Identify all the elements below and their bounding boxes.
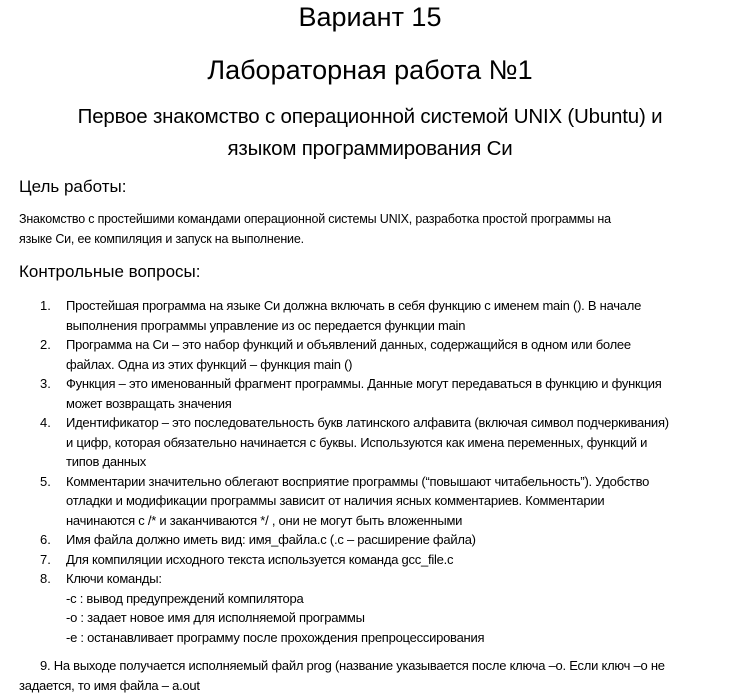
list-item-number: 4. xyxy=(40,415,51,430)
list-item-line: начинаются с /* и заканчиваются */ , они не могут быть вложенными xyxy=(66,512,463,528)
list-item-line: Идентификатор – это последовательность букв латинского алфавита (включая символ подчеркивания) xyxy=(66,415,669,430)
variant-title: Вариант 15 xyxy=(298,2,442,32)
list-item-line: -c : вывод предупреждений компилятора xyxy=(66,590,304,606)
list-item-line: файлах. Одна из этих функций – функция main () xyxy=(66,356,353,372)
list-item-line: Простейшая программа на языке Си должна включать в себя функцию с именем main (). В начале xyxy=(66,298,642,313)
list-item-line: выполнения программы управление из ос передается функции main xyxy=(66,317,466,333)
lab-title: Лабораторная работа №1 xyxy=(207,55,533,85)
list-item-line: может возвращать значения xyxy=(66,395,232,411)
goal-heading: Цель работы: xyxy=(19,177,127,196)
list-item-line: Ключи команды: xyxy=(66,571,162,586)
list-item-number: 5. xyxy=(40,473,51,489)
list-item-line: -e : останавливает программу после прохождения препроцессирования xyxy=(66,629,485,645)
list-item-line: Для компиляции исходного текста используется команда gcc_file.c xyxy=(66,551,454,567)
list-item-line: Программа на Си – это набор функций и объявлений данных, содержащийся в одном или более xyxy=(66,337,631,352)
list-item-number: 3. xyxy=(40,376,51,391)
list-item-line: Имя файла должно иметь вид: имя_файла.c (.c – расширение файла) xyxy=(66,532,476,547)
goal-text-line-1: Знакомство с простейшими командами операционной системы UNIX, разработка простой программы на xyxy=(19,212,611,226)
subtitle-line-2: языком программирования Си xyxy=(227,137,513,160)
list-item-line: типов данных xyxy=(66,454,147,469)
subtitle-line-1: Первое знакомство с операционной системой UNIX (Ubuntu) и xyxy=(77,105,663,128)
list-item-line: -o : задает новое имя для исполняемой программы xyxy=(66,610,365,625)
list-item-number: 8. xyxy=(40,571,51,586)
item-9-line-1: 9. На выходе получается исполняемый файл prog (название указывается после ключа –o. Если ключ –o не xyxy=(40,658,665,673)
questions-heading: Контрольные вопросы: xyxy=(19,262,201,281)
list-item-line: Функция – это именованный фрагмент программы. Данные могут передаваться в функцию и функция xyxy=(66,376,662,391)
list-item-number: 7. xyxy=(40,551,51,567)
list-item-number: 6. xyxy=(40,532,51,547)
goal-text-line-2: языке Си, ее компиляция и запуск на выполнение. xyxy=(19,232,304,246)
item-9-line-2: задается, то имя файла – a.out xyxy=(19,678,200,693)
list-item-number: 1. xyxy=(40,298,51,313)
list-item-line: Комментарии значительно облегают восприятие программы (“повышают читабельность”). Удобство xyxy=(66,473,650,489)
list-item-line: и цифр, которая обязательно начинается с буквы. Используются как имена переменных, функций и xyxy=(66,434,648,450)
list-item-number: 2. xyxy=(40,337,51,352)
list-item-line: отладки и модификации программы зависит от наличия ясных комментариев. Комментарии xyxy=(66,493,605,508)
